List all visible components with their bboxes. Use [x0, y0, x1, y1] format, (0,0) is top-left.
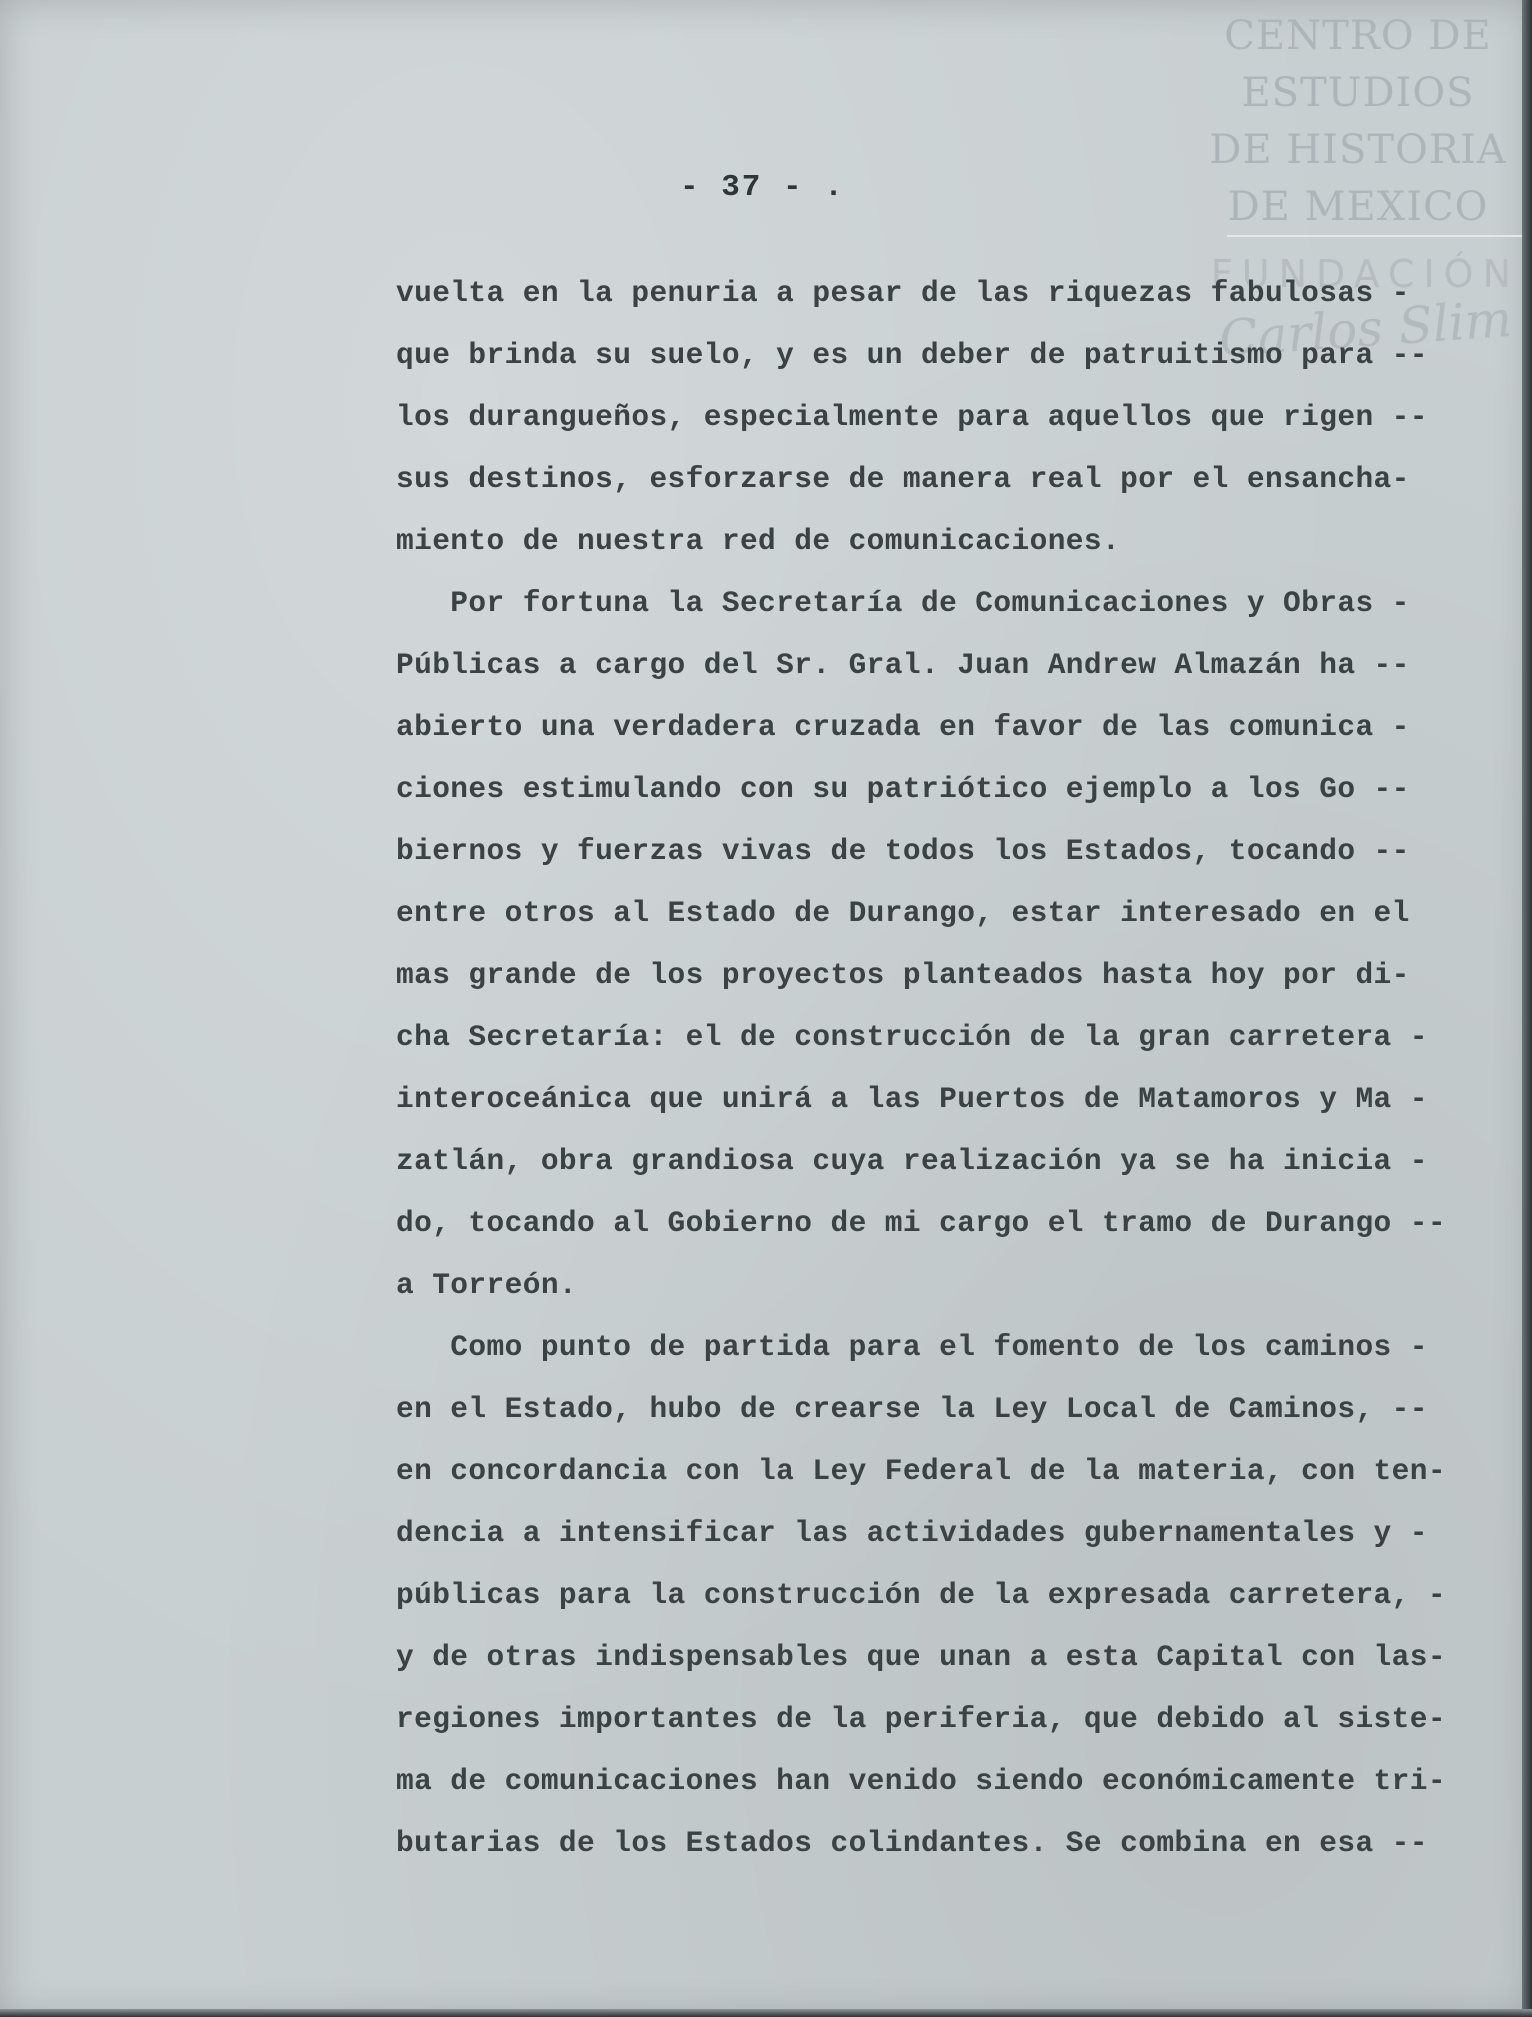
- text-line: que brinda su suelo, y es un deber de patruitismo para --: [396, 338, 1428, 372]
- text-line: abierto una verdadera cruzada en favor de las comunica -: [396, 710, 1410, 744]
- page-number: - 37 - .: [680, 170, 845, 205]
- text-line: regiones importantes de la periferia, que debido al siste-: [396, 1702, 1446, 1736]
- page-edge-right: [1522, 0, 1532, 2017]
- text-line: los durangueños, especialmente para aquellos que rigen --: [396, 400, 1428, 434]
- typewritten-body: [396, 262, 1476, 1874]
- text-line: interoceánica que unirá a las Puertos de Matamoros y Ma -: [396, 1082, 1428, 1116]
- watermark-signature: Carlos Slim: [1217, 289, 1514, 369]
- watermark-line-3: DE HISTORIA: [1209, 127, 1507, 173]
- text-line: ciones estimulando con su patriótico ejemplo a los Go --: [396, 772, 1410, 806]
- watermark-line-1: CENTRO DE: [1224, 13, 1492, 59]
- text-line: butarias de los Estados colindantes. Se combina en esa --: [396, 1826, 1428, 1860]
- watermark-foundation: FUNDACIÓN: [1210, 252, 1520, 296]
- text-line: entre otros al Estado de Durango, estar interesado en el: [396, 896, 1410, 930]
- text-line: en el Estado, hubo de crearse la Ley Local de Caminos, --: [396, 1392, 1428, 1426]
- text-line: ma de comunicaciones han venido siendo económicamente tri-: [396, 1764, 1446, 1798]
- text-line: zatlán, obra grandiosa cuya realización ya se ha inicia -: [396, 1144, 1428, 1178]
- text-line: dencia a intensificar las actividades gubernamentales y -: [396, 1516, 1428, 1550]
- text-line: en concordancia con la Ley Federal de la materia, con ten-: [396, 1454, 1446, 1488]
- text-line: sus destinos, esforzarse de manera real por el ensancha-: [396, 462, 1410, 496]
- text-line: y de otras indispensables que unan a esta Capital con las-: [396, 1640, 1446, 1674]
- text-line: do, tocando al Gobierno de mi cargo el tramo de Durango --: [396, 1206, 1446, 1240]
- text-line: miento de nuestra red de comunicaciones.: [396, 524, 1121, 558]
- archive-watermark: [1208, 8, 1508, 236]
- text-line: a Torreón.: [396, 1268, 578, 1302]
- text-line: mas grande de los proyectos planteados hasta hoy por di-: [396, 958, 1410, 992]
- text-line: públicas para la construcción de la expresada carretera, -: [396, 1578, 1446, 1612]
- page-edge-bottom: [0, 2009, 1532, 2017]
- text-line: biernos y fuerzas vivas de todos los Estados, tocando --: [396, 834, 1410, 868]
- watermark-line-2: ESTUDIOS: [1241, 70, 1475, 116]
- text-line: Públicas a cargo del Sr. Gral. Juan Andrew Almazán ha --: [396, 648, 1410, 682]
- text-line: Como punto de partida para el fomento de los caminos -: [396, 1330, 1428, 1364]
- watermark-line-4: DE MEXICO: [1227, 184, 1489, 230]
- text-line: vuelta en la penuria a pesar de las riquezas fabulosas -: [396, 276, 1410, 310]
- text-line: Por fortuna la Secretaría de Comunicaciones y Obras -: [396, 586, 1410, 620]
- text-line: cha Secretaría: el de construcción de la gran carretera -: [396, 1020, 1428, 1054]
- watermark-divider: [1227, 235, 1532, 237]
